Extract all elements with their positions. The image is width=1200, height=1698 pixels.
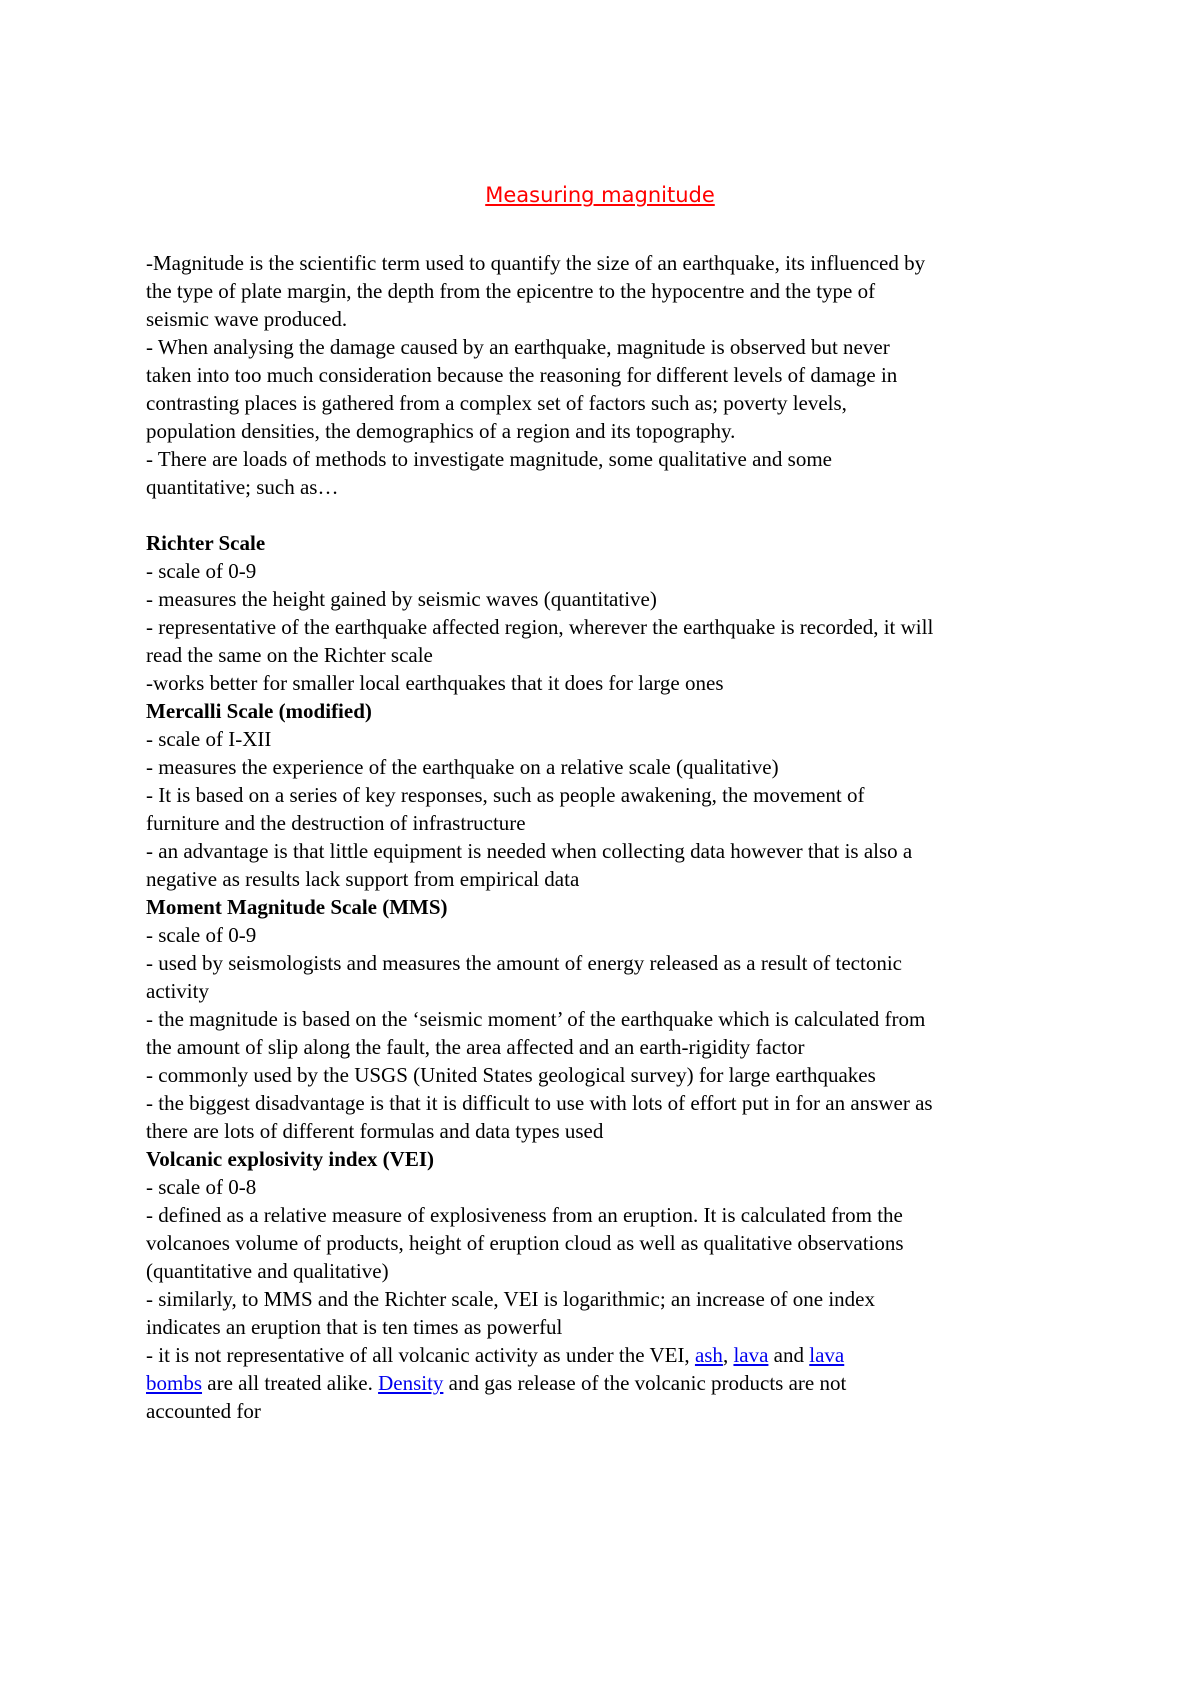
text-line: - There are loads of methods to investigate magnitude, some qualitative and some — [146, 447, 833, 471]
text-line: population densities, the demographics of a region and its topography. — [146, 419, 736, 443]
page-title: Measuring magnitude — [485, 183, 715, 207]
text-line: indicates an eruption that is ten times as powerful — [146, 1315, 563, 1339]
text-line: - commonly used by the USGS (United States geological survey) for large earthquakes — [146, 1063, 876, 1087]
text-span: and — [768, 1343, 810, 1367]
link-ash[interactable]: ash — [694, 1343, 723, 1367]
text-line: - scale of I-XII — [146, 727, 272, 751]
text-line: - used by seismologists and measures the amount of energy released as a result of tectonic — [146, 951, 902, 975]
vei-section — [146, 1145, 1068, 1425]
text-line: - an advantage is that little equipment is needed when collecting data however that is also a — [146, 839, 913, 863]
link-lava[interactable]: lava — [733, 1343, 769, 1367]
text-line-with-links — [146, 1369, 1068, 1397]
text-line: - representative of the earthquake affected region, wherever the earthquake is recorded, it will — [146, 615, 934, 639]
text-line: - measures the height gained by seismic waves (quantitative) — [146, 587, 657, 611]
section-heading-vei: Volcanic explosivity index (VEI) — [146, 1147, 434, 1171]
section-heading-richter: Richter Scale — [146, 531, 266, 555]
text-line: - scale of 0-9 — [146, 559, 257, 583]
text-span: - it is not representative of all volcanic activity as under the VEI, — [146, 1343, 695, 1367]
text-line: - scale of 0-9 — [146, 923, 257, 947]
text-line: - measures the experience of the earthquake on a relative scale (qualitative) — [146, 755, 779, 779]
text-line: negative as results lack support from empirical data — [146, 867, 580, 891]
link-lava-bombs-continued[interactable]: bombs — [146, 1371, 203, 1395]
text-line: activity — [146, 979, 209, 1003]
link-lava-bombs[interactable]: lava — [809, 1343, 845, 1367]
section-heading-mms: Moment Magnitude Scale (MMS) — [146, 895, 448, 919]
text-line: - the biggest disadvantage is that it is difficult to use with lots of effort put in for an answer as — [146, 1091, 933, 1115]
link-density[interactable]: Density — [378, 1371, 444, 1395]
mms-section — [146, 893, 1068, 1145]
text-line: -Magnitude is the scientific term used to quantify the size of an earthquake, its influenced by — [146, 251, 926, 275]
text-line: - It is based on a series of key responses, such as people awakening, the movement of — [146, 783, 865, 807]
text-line: volcanoes volume of products, height of eruption cloud as well as qualitative observations — [146, 1231, 904, 1255]
text-line: there are lots of different formulas and data types used — [146, 1119, 604, 1143]
richter-section — [146, 529, 1068, 697]
text-line: - the magnitude is based on the ‘seismic moment’ of the earthquake which is calculated from — [146, 1007, 926, 1031]
text-line: - similarly, to MMS and the Richter scale, VEI is logarithmic; an increase of one index — [146, 1287, 875, 1311]
text-line: taken into too much consideration because the reasoning for different levels of damage in — [146, 363, 898, 387]
document-body — [146, 249, 1068, 1425]
text-line: (quantitative and qualitative) — [146, 1259, 389, 1283]
text-line: -works better for smaller local earthquakes that it does for large ones — [146, 671, 724, 695]
text-span: , — [722, 1343, 734, 1367]
text-line: - scale of 0-8 — [146, 1175, 257, 1199]
text-line: read the same on the Richter scale — [146, 643, 433, 667]
text-line: quantitative; such as… — [146, 475, 339, 499]
text-line-with-links — [146, 1341, 1068, 1369]
text-line: the type of plate margin, the depth from the epicentre to the hypocentre and the type of — [146, 279, 876, 303]
text-line: - When analysing the damage caused by an earthquake, magnitude is observed but never — [146, 335, 890, 359]
blank-line — [146, 501, 1068, 529]
text-line: the amount of slip along the fault, the area affected and an earth-rigidity factor — [146, 1035, 805, 1059]
section-heading-mercalli: Mercalli Scale (modified) — [146, 699, 372, 723]
text-line: accounted for — [146, 1399, 261, 1423]
text-line: furniture and the destruction of infrastructure — [146, 811, 526, 835]
mercalli-section — [146, 697, 1068, 893]
text-line: contrasting places is gathered from a complex set of factors such as; poverty levels, — [146, 391, 847, 415]
text-span: and gas release of the volcanic products are not — [443, 1371, 847, 1395]
text-line: - defined as a relative measure of explosiveness from an eruption. It is calculated from the — [146, 1203, 903, 1227]
intro-paragraph — [146, 249, 1068, 501]
text-span: are all treated alike. — [202, 1371, 379, 1395]
text-line: seismic wave produced. — [146, 307, 348, 331]
